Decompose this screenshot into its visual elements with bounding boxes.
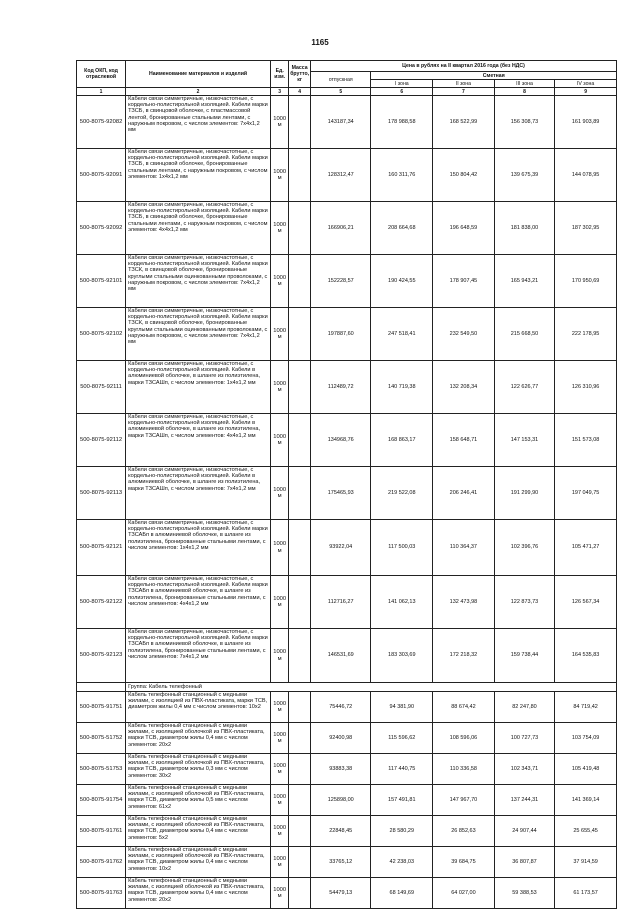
- price-zone-2: 150 804,42: [433, 149, 495, 202]
- item-name-cell: [126, 576, 271, 629]
- price-zone-4: 161 903,89: [555, 96, 617, 149]
- price-release: 54479,13: [310, 878, 370, 909]
- item-unit: 1000 м: [271, 149, 289, 202]
- price-zone-2: 88 674,42: [433, 692, 495, 723]
- price-zone-3: 165 943,21: [494, 255, 554, 308]
- table-row: [77, 414, 617, 467]
- price-zone-4: 25 655,45: [555, 816, 617, 847]
- item-mass: [289, 754, 311, 785]
- price-zone-3: 139 675,39: [494, 149, 554, 202]
- item-code: 500-8075-92113: [77, 467, 126, 520]
- item-name-cell: [126, 467, 271, 520]
- item-code: 500-8075-51752: [77, 723, 126, 754]
- price-zone-1: 117 500,03: [371, 520, 433, 576]
- table-row: [77, 520, 617, 576]
- item-mass: [289, 816, 311, 847]
- item-mass: [289, 202, 311, 255]
- price-zone-4: 197 049,75: [555, 467, 617, 520]
- item-mass: [289, 255, 311, 308]
- price-zone-1: 208 664,68: [371, 202, 433, 255]
- header-estimate: Сметная: [371, 72, 617, 80]
- item-name: Кабель телефонный станционный с медными жилами, с изоляцией оболочкой из ПВХ-пластиката, марки ТСВ, диаметром жилы 0,3 мм с числом элементов: 30х2: [128, 754, 265, 779]
- item-name: Кабель телефонный станционный с медными жилами, с изоляцией из ПВХ-пластиката, марки ТСВ, диаметром жилы 0,4 мм с числом элементов: 10х2: [128, 692, 268, 711]
- item-mass: [289, 785, 311, 816]
- item-unit: 1000 м: [271, 202, 289, 255]
- column-number: 7: [433, 88, 495, 96]
- price-zone-1: 168 863,17: [371, 414, 433, 467]
- price-zone-2: 168 522,99: [433, 96, 495, 149]
- item-name-cell: [126, 96, 271, 149]
- table-body-cables: [77, 96, 617, 683]
- table-row: [77, 361, 617, 414]
- item-mass: [289, 361, 311, 414]
- column-number: 4: [289, 88, 311, 96]
- page-number: 1165: [311, 38, 329, 47]
- price-zone-3: 59 388,53: [494, 878, 554, 909]
- item-mass: [289, 847, 311, 878]
- price-release: 93883,38: [310, 754, 370, 785]
- item-name-cell: [126, 816, 271, 847]
- header-code: Код ОКП, код отраслевой: [77, 61, 126, 88]
- item-mass: [289, 723, 311, 754]
- item-unit: 1000 м: [271, 308, 289, 361]
- price-zone-1: 28 580,29: [371, 816, 433, 847]
- item-name-cell: [126, 754, 271, 785]
- item-name-cell: [126, 723, 271, 754]
- table-row: [77, 692, 617, 723]
- table-row: [77, 754, 617, 785]
- price-zone-3: 159 738,44: [494, 629, 554, 683]
- price-zone-1: 42 238,03: [371, 847, 433, 878]
- item-code: 500-8075-92123: [77, 629, 126, 683]
- price-zone-2: 110 364,37: [433, 520, 495, 576]
- table-row: [77, 723, 617, 754]
- price-zone-1: 140 719,38: [371, 361, 433, 414]
- price-zone-3: 156 308,73: [494, 96, 554, 149]
- price-zone-2: 110 336,58: [433, 754, 495, 785]
- item-name-cell: [126, 847, 271, 878]
- item-name: Кабели связи симметричные, низкочастотные, с кордельно-полистирольной изоляцией. Кабели марки ТЗСБ, в свинцовой оболочке, бронированные стальными лентами, с наружным покровом, с числом элементов: 1х4х1,2 мм: [128, 149, 268, 180]
- item-name-cell: [126, 308, 271, 361]
- item-mass: [289, 520, 311, 576]
- item-code: 500-8075-92122: [77, 576, 126, 629]
- item-code: 500-8075-51753: [77, 754, 126, 785]
- item-name-cell: [126, 878, 271, 909]
- price-release: 125898,00: [310, 785, 370, 816]
- price-zone-4: 84 719,42: [555, 692, 617, 723]
- item-mass: [289, 576, 311, 629]
- price-zone-1: 219 522,08: [371, 467, 433, 520]
- price-zone-1: 183 303,69: [371, 629, 433, 683]
- item-unit: 1000 м: [271, 467, 289, 520]
- price-release: 134968,76: [310, 414, 370, 467]
- column-number: 8: [494, 88, 554, 96]
- column-number-row: [77, 88, 617, 96]
- price-zone-1: 190 424,55: [371, 255, 433, 308]
- table-row: [77, 816, 617, 847]
- item-mass: [289, 878, 311, 909]
- item-name-cell: [126, 255, 271, 308]
- price-zone-2: 206 246,41: [433, 467, 495, 520]
- item-name: Кабель телефонный станционный с медными жилами, с изоляцией оболочкой из ПВХ-пластиката, марки ТСВ, диаметром жилы 0,5 мм с числом элементов: 61х2: [128, 785, 265, 810]
- price-zone-2: 158 648,71: [433, 414, 495, 467]
- table-row: [77, 785, 617, 816]
- price-table: [76, 60, 617, 909]
- item-mass: [289, 467, 311, 520]
- price-zone-3: 137 244,31: [494, 785, 554, 816]
- price-release: 112716,27: [310, 576, 370, 629]
- table-row: [77, 878, 617, 909]
- item-unit: 1000 м: [271, 785, 289, 816]
- table-row: [77, 255, 617, 308]
- price-zone-3: 191 299,90: [494, 467, 554, 520]
- table-row: [77, 629, 617, 683]
- price-zone-3: 147 153,31: [494, 414, 554, 467]
- item-mass: [289, 96, 311, 149]
- price-zone-3: 181 838,00: [494, 202, 554, 255]
- price-zone-4: 187 302,95: [555, 202, 617, 255]
- price-zone-2: 39 684,75: [433, 847, 495, 878]
- column-number: 2: [126, 88, 271, 96]
- price-zone-3: 36 807,87: [494, 847, 554, 878]
- item-unit: 1000 м: [271, 96, 289, 149]
- item-unit: 1000 м: [271, 520, 289, 576]
- item-unit: 1000 м: [271, 754, 289, 785]
- price-zone-4: 103 754,09: [555, 723, 617, 754]
- item-name-cell: [126, 520, 271, 576]
- item-unit: 1000 м: [271, 723, 289, 754]
- header-release: отпускная: [310, 72, 370, 88]
- price-zone-1: 117 440,75: [371, 754, 433, 785]
- item-code: 500-8075-91762: [77, 847, 126, 878]
- price-zone-1: 160 311,76: [371, 149, 433, 202]
- price-zone-2: 132 473,98: [433, 576, 495, 629]
- price-release: 112489,72: [310, 361, 370, 414]
- item-code: 500-8075-91754: [77, 785, 126, 816]
- item-name: Кабели связи симметричные, низкочастотные, с кордельно-полистирольной изоляцией. Кабели в алюминиевой оболочке, в шланге из полиэтилена, марки ТЗСАШп, с числом элементов: 1х4х1,2 мм: [128, 361, 261, 386]
- item-name: Кабель телефонный станционный с медными жилами, с изоляцией оболочкой из ПВХ-пластиката, марки ТСВ, диаметром жилы 0,4 мм с числом элементов: 10х2: [128, 847, 265, 872]
- price-release: 146531,69: [310, 629, 370, 683]
- price-zone-4: 61 173,57: [555, 878, 617, 909]
- price-zone-2: 64 027,00: [433, 878, 495, 909]
- item-code: 500-8075-91761: [77, 816, 126, 847]
- item-code: 500-8075-91751: [77, 692, 126, 723]
- item-name: Кабели связи симметричные, низкочастотные, с кордельно-полистирольной изоляцией. Кабели марки ТЗСАБп в алюминиевой оболочке, в шланге из полиэтилена, бронированные стальными лентами, с числом элементов: 4х4х1,2 мм: [128, 576, 268, 607]
- price-zone-4: 170 950,69: [555, 255, 617, 308]
- item-unit: 1000 м: [271, 414, 289, 467]
- item-code: 500-8075-92092: [77, 202, 126, 255]
- price-release: 143187,34: [310, 96, 370, 149]
- item-code: 500-8075-92101: [77, 255, 126, 308]
- header-name: Наименование материалов и изделий: [126, 61, 271, 88]
- price-zone-3: 82 247,80: [494, 692, 554, 723]
- table-row: [77, 467, 617, 520]
- item-mass: [289, 629, 311, 683]
- item-code: 500-8075-92112: [77, 414, 126, 467]
- item-name-cell: [126, 149, 271, 202]
- header-zone-2: II зона: [433, 80, 495, 88]
- price-release: 166906,21: [310, 202, 370, 255]
- item-mass: [289, 308, 311, 361]
- header-mass: Масса брутто, кг: [289, 61, 311, 88]
- header-price-title: Цена в рублях на II квартал 2016 года (без НДС): [310, 61, 616, 72]
- item-name: Кабели связи симметричные, низкочастотные, с кордельно-полистирольной изоляцией. Кабели марки ТЗСАБп в алюминиевой оболочке, в шланге из полиэтилена, бронированные стальными лентами, с числом элементов: 7х4х1,2 мм: [128, 629, 268, 660]
- price-zone-1: 247 518,41: [371, 308, 433, 361]
- price-zone-3: 102 343,71: [494, 754, 554, 785]
- item-name-cell: [126, 414, 271, 467]
- price-zone-4: 126 567,34: [555, 576, 617, 629]
- item-name-cell: [126, 629, 271, 683]
- price-zone-1: 115 596,62: [371, 723, 433, 754]
- group-section: [77, 683, 617, 692]
- item-name: Кабель телефонный станционный с медными жилами, с изоляцией оболочкой из ПВХ-пластиката, марки ТСВ, диаметром жилы 0,4 мм с числом элементов: 20х2: [128, 723, 265, 748]
- price-zone-2: 232 549,50: [433, 308, 495, 361]
- group-label: Группа: Кабель телефонный: [126, 683, 617, 692]
- item-name-cell: [126, 785, 271, 816]
- table-header: [77, 61, 617, 96]
- header-unit: Ед. изм.: [271, 61, 289, 88]
- item-code: 500-8075-91763: [77, 878, 126, 909]
- column-number: 3: [271, 88, 289, 96]
- price-zone-4: 105 419,48: [555, 754, 617, 785]
- price-zone-4: 164 535,83: [555, 629, 617, 683]
- price-zone-4: 126 310,96: [555, 361, 617, 414]
- item-name: Кабели связи симметричные, низкочастотные, с кордельно-полистирольной изоляцией. Кабели марки ТЗСАБп в алюминиевой оболочке, в шланге из полиэтилена, бронированные стальными лентами, с числом элементов: 1х4х1,2 мм: [128, 520, 268, 551]
- item-name: Кабели связи симметричные, низкочастотные, с кордельно-полистирольной изоляцией. Кабели марки ТЗСБ, в свинцовой оболочке, бронированные стальными лентами, с наружным покровом, с числом элементов: 4х4х1,2 мм: [128, 202, 268, 233]
- price-zone-2: 108 596,06: [433, 723, 495, 754]
- item-code: 500-8075-92102: [77, 308, 126, 361]
- price-zone-4: 222 178,95: [555, 308, 617, 361]
- column-number: 9: [555, 88, 617, 96]
- header-zone-4: IV зона: [555, 80, 617, 88]
- item-name: Кабель телефонный станционный с медными жилами, с изоляцией оболочкой из ПВХ-пластиката, марки ТСВ, диаметром жилы 0,4 мм с числом элементов: 5х2: [128, 816, 265, 841]
- column-number: 6: [371, 88, 433, 96]
- price-zone-1: 94 381,90: [371, 692, 433, 723]
- price-zone-1: 68 149,69: [371, 878, 433, 909]
- item-unit: 1000 м: [271, 361, 289, 414]
- group-row: [77, 683, 617, 692]
- price-zone-3: 100 727,73: [494, 723, 554, 754]
- item-mass: [289, 414, 311, 467]
- price-zone-3: 215 668,50: [494, 308, 554, 361]
- table-row: [77, 576, 617, 629]
- price-zone-1: 157 491,81: [371, 785, 433, 816]
- table-row: [77, 202, 617, 255]
- item-name: Кабель телефонный станционный с медными жилами, с изоляцией оболочкой из ПВХ-пластиката, марки ТСВ, диаметром жилы 0,4 мм с числом элементов: 20х2: [128, 878, 265, 903]
- price-release: 152228,57: [310, 255, 370, 308]
- price-zone-2: 132 208,34: [433, 361, 495, 414]
- price-zone-3: 122 626,77: [494, 361, 554, 414]
- item-unit: 1000 м: [271, 255, 289, 308]
- price-zone-3: 102 396,76: [494, 520, 554, 576]
- item-name: Кабели связи симметричные, низкочастотные, с кордельно-полистирольной изоляцией. Кабели в алюминиевой оболочке, в шланге из полиэтилена, марки ТЗСАШп, с числом элементов: 4х4х1,2 мм: [128, 414, 261, 439]
- item-code: 500-8075-92121: [77, 520, 126, 576]
- price-release: 75446,72: [310, 692, 370, 723]
- item-unit: 1000 м: [271, 692, 289, 723]
- price-zone-1: 141 062,13: [371, 576, 433, 629]
- price-release: 175465,93: [310, 467, 370, 520]
- header-zone-3: III зона: [494, 80, 554, 88]
- item-unit: 1000 м: [271, 847, 289, 878]
- price-zone-4: 141 369,14: [555, 785, 617, 816]
- price-release: 22848,45: [310, 816, 370, 847]
- column-number: 1: [77, 88, 126, 96]
- price-zone-4: 144 078,95: [555, 149, 617, 202]
- item-code: 500-8075-92111: [77, 361, 126, 414]
- table-row: [77, 308, 617, 361]
- item-unit: 1000 м: [271, 878, 289, 909]
- item-name: Кабели связи симметричные, низкочастотные, с кордельно-полистирольной изоляцией. Кабели марки ТЗСК, в свинцовой оболочке, бронированные круглыми стальными оцинкованными проволоками, с наружным покровом, с числом элементов: 7х4х1,2 мм: [128, 308, 268, 346]
- price-release: 197887,60: [310, 308, 370, 361]
- price-zone-2: 172 218,32: [433, 629, 495, 683]
- price-release: 128312,47: [310, 149, 370, 202]
- item-name-cell: [126, 361, 271, 414]
- item-name-cell: [126, 692, 271, 723]
- item-name-cell: [126, 202, 271, 255]
- column-number: 5: [310, 88, 370, 96]
- price-zone-3: 122 873,73: [494, 576, 554, 629]
- table-row: [77, 96, 617, 149]
- price-zone-2: 26 852,63: [433, 816, 495, 847]
- item-code: 500-8075-92091: [77, 149, 126, 202]
- price-release: 93922,04: [310, 520, 370, 576]
- item-name: Кабели связи симметричные, низкочастотные, с кордельно-полистирольной изоляцией. Кабели марки ТЗСБ, в свинцовой оболочке, с пластмассовой лентой, бронированные стальными лентами, с наружным покровом, с числом элементов: 7х4х1,2 мм: [128, 96, 268, 134]
- item-mass: [289, 692, 311, 723]
- price-zone-2: 178 907,45: [433, 255, 495, 308]
- item-name: Кабели связи симметричные, низкочастотные, с кордельно-полистирольной изоляцией. Кабели марки ТЗСК, в свинцовой оболочке, бронированные круглыми стальными оцинкованными проволоками, с наружным покровом, с числом элементов: 7х4х1,2 мм: [128, 255, 268, 293]
- price-zone-2: 147 967,70: [433, 785, 495, 816]
- price-zone-2: 196 648,59: [433, 202, 495, 255]
- item-name: Кабели связи симметричные, низкочастотные, с кордельно-полистирольной изоляцией. Кабели в алюминиевой оболочке, в шланге из полиэтилена, марки ТЗСАШп, с числом элементов: 7х4х1,2 мм: [128, 467, 261, 492]
- header-zone-1: I зона: [371, 80, 433, 88]
- item-unit: 1000 м: [271, 629, 289, 683]
- item-mass: [289, 149, 311, 202]
- price-zone-3: 24 907,44: [494, 816, 554, 847]
- item-unit: 1000 м: [271, 816, 289, 847]
- price-release: 33765,12: [310, 847, 370, 878]
- price-zone-4: 151 573,08: [555, 414, 617, 467]
- price-release: 92400,98: [310, 723, 370, 754]
- item-code: 500-8075-92082: [77, 96, 126, 149]
- table-body-telephone: [77, 692, 617, 909]
- price-zone-1: 178 988,58: [371, 96, 433, 149]
- item-unit: 1000 м: [271, 576, 289, 629]
- table-row: [77, 847, 617, 878]
- price-zone-4: 105 471,27: [555, 520, 617, 576]
- price-zone-4: 37 914,59: [555, 847, 617, 878]
- table-row: [77, 149, 617, 202]
